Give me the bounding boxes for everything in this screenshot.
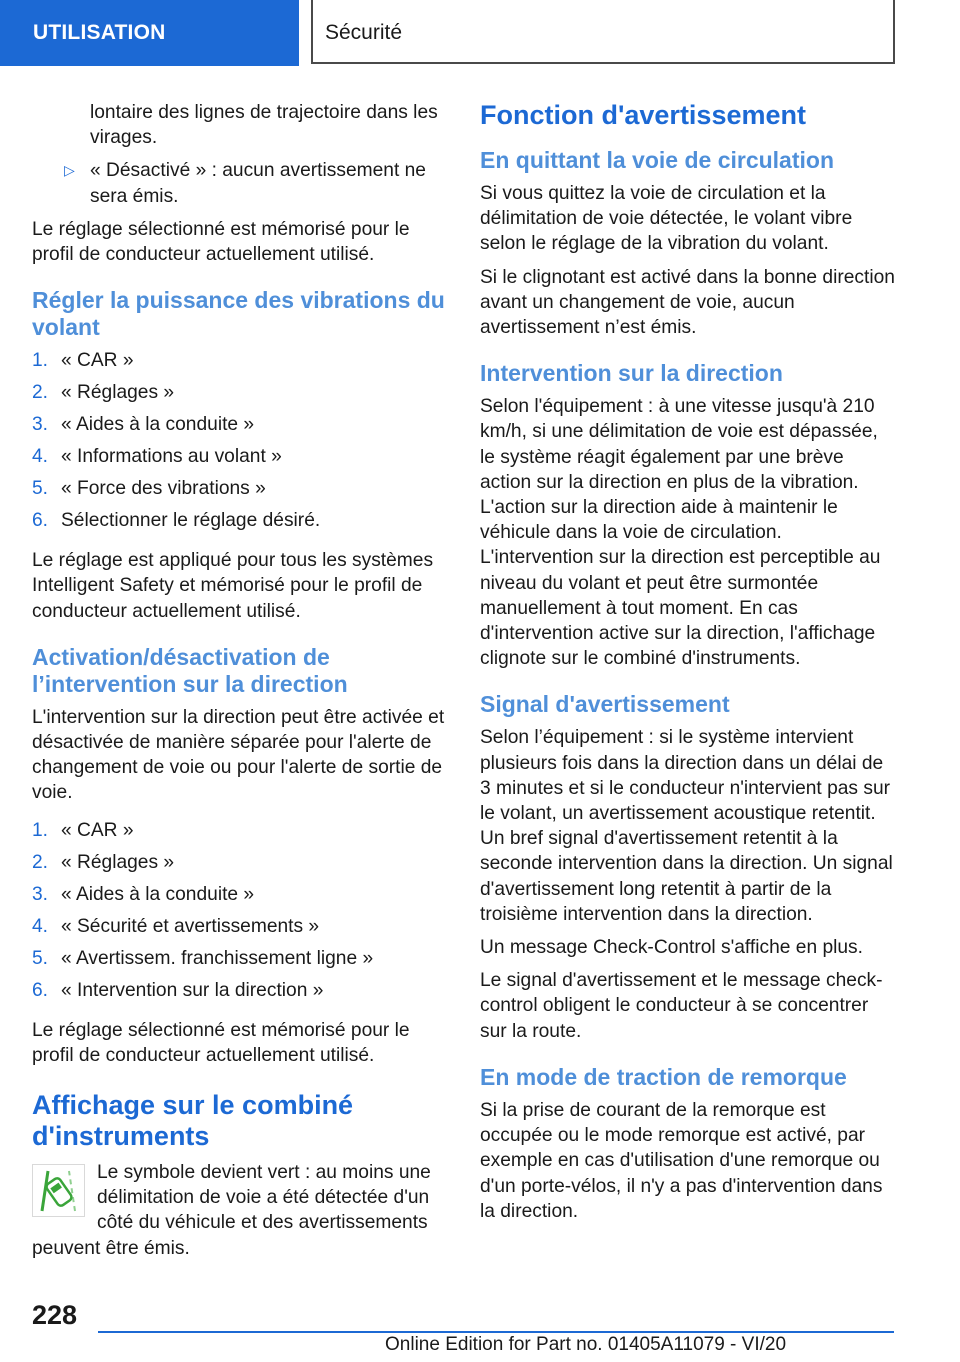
- heading-quittant: En quittant la voie de circulation: [480, 147, 834, 173]
- step-item: [32, 882, 447, 914]
- step-text: « Intervention sur la direction »: [61, 979, 324, 1001]
- step-number: 1.: [32, 819, 49, 841]
- step-text: Sélectionner le réglage désiré.: [61, 510, 321, 532]
- step-item: [32, 850, 447, 882]
- triangle-bullet-icon: ▷: [64, 162, 75, 179]
- step-item: [32, 818, 447, 850]
- step-number: 5.: [32, 478, 49, 500]
- step-item: [32, 380, 447, 412]
- step-number: 4.: [32, 446, 49, 468]
- step-number: 3.: [32, 883, 49, 905]
- step-text: « Réglages »: [61, 851, 175, 873]
- step-number: 5.: [32, 947, 49, 969]
- left-column: [32, 100, 447, 1261]
- heading-affichage: Affichage sur le combiné d'instruments: [32, 1090, 354, 1152]
- step-text: « CAR »: [61, 819, 134, 841]
- step-text: « CAR »: [61, 350, 134, 372]
- heading-remorque: En mode de traction de remorque: [480, 1063, 847, 1090]
- step-item: [32, 348, 447, 380]
- step-number: 6.: [32, 979, 49, 1001]
- paragraph: Selon l'équipement : à une vitesse jusqu'à 210 km/h, si une délimitation de voie est dépassée, le système réagit également par une brève action sur la direction en plus de la vibration. L'action sur la direction aide à maintenir le véhicule dans la voie de circulation. L'intervention sur la direction est perceptible au niveau du volant et peut être surmontée manuellement à tout moment. En cas d'intervention active sur la direction, l'affichage clignote sur le combiné d'instruments.: [480, 396, 881, 670]
- step-text: « Sécurité et avertissements »: [61, 915, 320, 937]
- bullet-item: [32, 158, 447, 208]
- step-number: 6.: [32, 510, 49, 532]
- steps-list-vibrations: [32, 348, 447, 540]
- heading-fonction: Fonction d'avertissement: [480, 100, 806, 130]
- step-text: « Aides à la conduite »: [61, 414, 255, 436]
- paragraph: Si la prise de courant de la remorque est occupée ou le mode remorque est activé, par exemple en cas d'utilisation d'une remorque ou d'un porte-vélos, il n'y a pas d'intervention dans la direction.: [480, 1099, 883, 1222]
- step-number: 3.: [32, 414, 49, 436]
- section-tab: UTILISATION: [0, 0, 299, 66]
- step-text: « Aides à la conduite »: [61, 883, 255, 905]
- heading-intervention: Intervention sur la direction: [480, 360, 783, 387]
- paragraph: Selon l’équipement : si le système intervient plusieurs fois dans la direction dans un délai de 3 minutes et si le conducteur n'intervient pas sur le volant, un avertissement acoustique retentit. Un bref signal d'avertissement retentit à la seconde intervention dans la direction. Un signal d'avertissement long retentit à partir de la troisième intervention dans la direction.: [480, 727, 893, 925]
- step-item: [32, 508, 447, 540]
- steps-list-intervention: [32, 818, 447, 1010]
- lane-assist-icon: [32, 1164, 85, 1217]
- step-text: « Informations au volant »: [61, 446, 282, 468]
- page-header: [0, 0, 960, 68]
- step-item: [32, 476, 447, 508]
- step-text: « Avertissem. franchissement ligne »: [61, 947, 374, 969]
- heading-vibrations: Régler la puissance des vibrations du volant: [32, 287, 445, 341]
- page-title: Sécurité: [325, 21, 403, 44]
- step-number: 2.: [32, 382, 49, 404]
- paragraph: Le réglage sélectionné est mémorisé pour le profil de conducteur actuellement utilisé.: [32, 218, 410, 266]
- paragraph: Le réglage sélectionné est mémorisé pour le profil de conducteur actuellement utilisé.: [32, 1019, 410, 1066]
- lane-car-green-icon: [33, 1165, 84, 1216]
- paragraph: Si vous quittez la voie de circulation et la délimitation de voie détectée, le volant vibre selon le réglage de la vibration du volant.: [480, 183, 853, 255]
- paragraph: Le symbole devient vert : au moins une délimitation de voie a été détectée d'un côté du véhicule et des avertissements peuvent être émis.: [32, 1162, 431, 1259]
- icon-paragraph: [32, 1160, 447, 1261]
- heading-activation: Activation/désactivation de l’intervention sur la direction: [32, 643, 348, 697]
- step-text: « Réglages »: [61, 382, 175, 404]
- paragraph: Si le clignotant est activé dans la bonne direction avant un changement de voie, aucun avertissement n’est émis.: [480, 266, 895, 339]
- bullet-text: « Désactivé » : aucun avertissement ne sera émis.: [90, 160, 426, 207]
- step-item: [32, 444, 447, 476]
- step-item: [32, 946, 447, 978]
- edition-note: Online Edition for Part no. 01405A11079 - VI/20: [385, 1334, 787, 1355]
- step-item: [32, 914, 447, 946]
- bullet-continuation: lontaire des lignes de trajectoire dans les virages.: [90, 102, 438, 149]
- step-number: 1.: [32, 350, 49, 372]
- paragraph: L'intervention sur la direction peut être activée et désactivée de manière séparée pour l'alerte de changement de voie ou pour l'alerte de sortie de voie.: [32, 706, 445, 804]
- paragraph: Un message Check-Control s'affiche en plus.: [480, 937, 863, 959]
- heading-signal: Signal d'avertissement: [480, 691, 730, 718]
- step-number: 2.: [32, 851, 49, 873]
- page-number: 228: [32, 1300, 78, 1330]
- step-item: [32, 412, 447, 444]
- step-text: « Force des vibrations »: [61, 478, 266, 500]
- paragraph: Le signal d'avertissement et le message check-control obligent le conducteur à se concentrer sur la route.: [480, 970, 883, 1042]
- footer-divider: [98, 1331, 894, 1333]
- right-column: [480, 100, 895, 1232]
- step-number: 4.: [32, 915, 49, 937]
- paragraph: Le réglage est appliqué pour tous les systèmes Intelligent Safety et mémorisé pour le profil de conducteur actuellement utilisé.: [32, 550, 434, 622]
- step-item: [32, 978, 447, 1010]
